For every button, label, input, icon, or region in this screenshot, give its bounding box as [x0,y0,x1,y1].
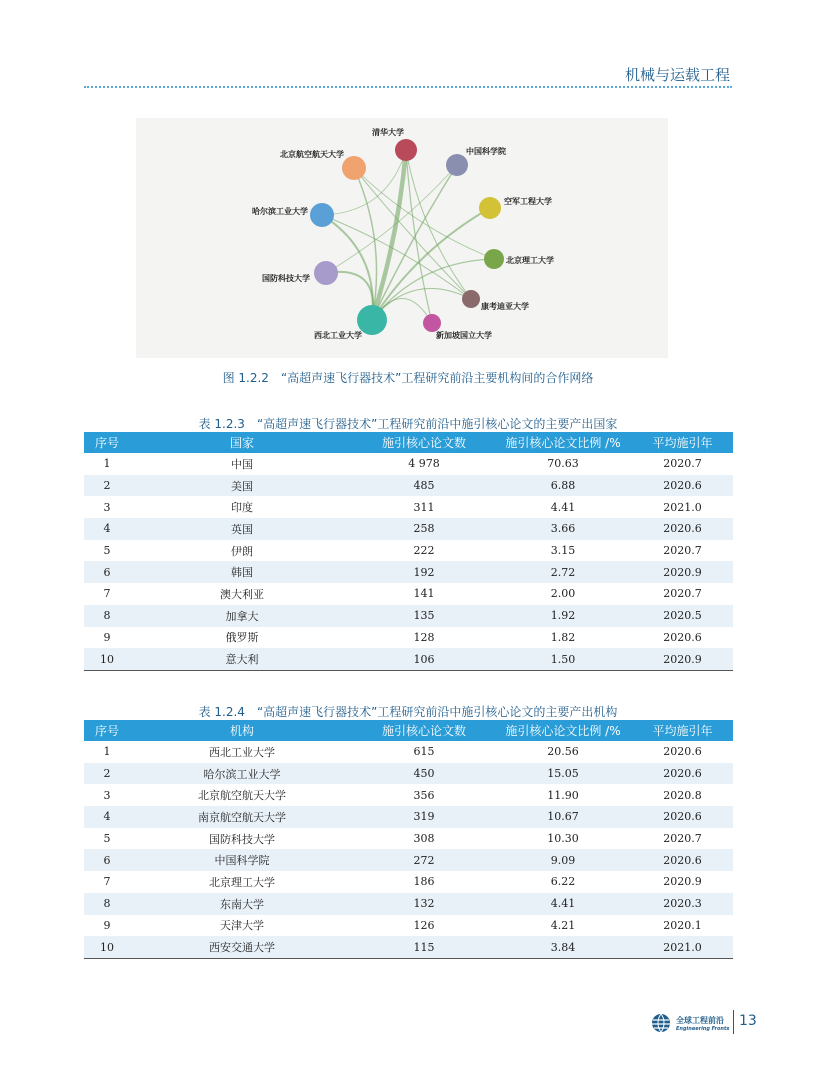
table-cell: 2 [84,475,130,497]
table-cell: 2020.8 [663,788,702,802]
network-node-label: 哈尔滨工业大学 [252,207,308,216]
network-node-qinghua [395,139,417,161]
table-cell: 308 [413,832,435,846]
table-cell: 2.72 [494,561,632,583]
table-cell: 北京航空航天大学 [198,789,286,803]
network-graph [136,118,668,358]
table-cell: 2020.6 [632,763,733,785]
table-cell: 128 [413,630,435,644]
table-cell: 哈尔滨工业大学 [130,763,354,785]
table-cell: 3 [103,500,111,514]
table-cell: 印度 [231,501,253,515]
header-cell: 施引核心论文数 [354,720,494,741]
table-cell: 10 [84,648,130,670]
table-cell: 6 [84,561,130,583]
footer-brand [676,1016,729,1034]
table-cell: 南京航空航天大学 [130,806,354,828]
table-cell: 272 [354,849,494,871]
table-cell: 485 [354,475,494,497]
table-cell: 4 [84,518,130,540]
network-node-nus [423,314,441,332]
countries-table [84,432,733,671]
table-cell: 1.82 [550,630,576,644]
table-cell: 135 [354,605,494,627]
header-cell: 平均施引年 [632,432,733,453]
network-node-harbin [310,203,334,227]
table-cell: 2020.1 [663,918,702,932]
table-cell: 2021.0 [632,936,733,958]
brand-subtitle: Engineering Fronts [676,1026,730,1032]
table-cell: 70.63 [547,457,579,471]
table-cell: 3.15 [550,544,576,558]
table-cell: 4.41 [494,893,632,915]
network-node-cornell [462,290,480,308]
table-cell: 106 [354,648,494,670]
table-row [84,849,733,871]
table-cell: 1.50 [494,648,632,670]
table-cell: 356 [413,788,435,802]
table-cell: 2020.6 [632,518,733,540]
table-cell: 北京理工大学 [209,875,275,889]
globe-logo-icon [650,1012,674,1034]
network-edge [372,259,494,320]
table-cell: 东南大学 [130,893,354,915]
table-cell: 2020.9 [632,561,733,583]
table-row [84,627,733,649]
table-cell: 4.21 [550,918,576,932]
table-cell: 2020.6 [632,475,733,497]
table-row [84,806,733,828]
table-cell: 9.09 [494,849,632,871]
network-node-afeu [479,197,501,219]
table-row [84,496,733,518]
network-node-label: 西北工业大学 [314,331,362,340]
table-cell: 2021.0 [663,500,702,514]
table-cell: 2020.6 [663,745,702,759]
table-cell: 6.22 [550,875,576,889]
table-row [84,741,733,763]
table-cell: 7 [103,587,111,601]
table-cell: 10 [84,936,130,958]
table-cell: 加拿大 [130,605,354,627]
header-cell: 施引核心论文比例 /% [494,432,632,453]
table-cell: 澳大利亚 [220,587,264,601]
table2-caption: 表 1.2.4 “高超声速飞行器技术”工程研究前沿中施引核心论文的主要产出机构 [198,705,618,719]
table-cell: 7 [103,875,111,889]
footer-divider [733,1010,734,1034]
header-cell: 序号 [84,720,130,741]
table-row [84,475,733,497]
table-row [84,583,733,605]
table-row [84,453,733,475]
table-cell: 10.30 [547,832,579,846]
section-title: 机械与运载工程 [624,66,730,84]
table-cell: 2020.7 [663,587,702,601]
table-cell: 西北工业大学 [209,745,275,759]
table-cell: 6.88 [494,475,632,497]
table-cell: 3.84 [494,936,632,958]
table-cell: 5 [103,544,111,558]
table-row [84,763,733,785]
table-cell: 2.00 [550,587,576,601]
network-node-label: 清华大学 [372,128,404,137]
header-cell: 平均施引年 [632,720,733,741]
network-node-label: 国防科技大学 [262,274,310,283]
table-cell: 2020.6 [632,849,733,871]
table-cell: 319 [354,806,494,828]
table-cell: 天津大学 [220,919,264,933]
header-cell: 施引核心论文比例 /% [494,720,632,741]
table-row [84,605,733,627]
table-cell: 2020.7 [663,832,702,846]
table-cell: 2020.9 [632,648,733,670]
network-edge [322,150,406,215]
table-cell: 国防科技大学 [209,832,275,846]
table-cell: 韩国 [130,561,354,583]
table-cell: 2020.5 [632,605,733,627]
table-cell: 伊朗 [231,544,253,558]
table-cell: 11.90 [547,788,579,802]
network-node-nudt [314,261,338,285]
table-cell: 9 [103,630,111,644]
network-edge [354,168,471,299]
header-divider [84,86,732,88]
table-cell: 1 [103,745,111,759]
table-cell: 126 [413,918,435,932]
table-cell: 2 [84,763,130,785]
network-node-beihang [342,156,366,180]
table-cell: 450 [354,763,494,785]
table-cell: 1 [103,457,111,471]
table-cell: 20.56 [547,745,579,759]
table-cell: 141 [413,587,435,601]
table-cell: 8 [84,605,130,627]
network-node-label: 康考迪亚大学 [481,302,529,311]
network-node-label: 空军工程大学 [504,197,552,206]
header-cell: 机构 [130,720,354,741]
table-row [84,540,733,562]
network-node-label: 北京理工大学 [506,256,554,265]
table-cell: 中国科学院 [130,849,354,871]
table-row [84,518,733,540]
table-row [84,648,733,670]
table-cell: 英国 [130,518,354,540]
table-cell: 2020.6 [632,806,733,828]
header-cell: 施引核心论文数 [354,432,494,453]
table-row [84,561,733,583]
table-header-row [84,720,733,741]
table-cell: 258 [354,518,494,540]
table-cell: 俄罗斯 [225,631,259,645]
page-number: 13 [739,1013,757,1029]
header-cell: 国家 [130,432,354,453]
table-cell: 3.66 [494,518,632,540]
table-cell: 2020.7 [663,457,702,471]
table-cell: 2020.7 [663,544,702,558]
table-cell: 15.05 [494,763,632,785]
table-cell: 132 [354,893,494,915]
network-node-label: 北京航空航天大学 [280,150,344,159]
network-node-label: 新加坡国立大学 [436,331,492,340]
table-cell: 9 [103,918,111,932]
table-cell: 10.67 [494,806,632,828]
table-cell: 8 [84,893,130,915]
table1-caption: 表 1.2.3 “高超声速飞行器技术”工程研究前沿中施引核心论文的主要产出国家 [198,417,618,431]
table-cell: 意大利 [130,648,354,670]
table-cell: 186 [413,875,435,889]
table-row [84,871,733,893]
network-edge [406,150,432,323]
table-row [84,893,733,915]
table-cell: 2020.9 [663,875,702,889]
table-cell: 3 [103,788,111,802]
table-header-row [84,432,733,453]
table-cell: 192 [354,561,494,583]
table-row [84,936,733,958]
header-cell: 序号 [84,432,130,453]
institutions-table [84,720,733,959]
table-cell: 4.41 [550,500,576,514]
collaboration-network-figure [136,118,668,358]
network-node-bit [484,249,504,269]
network-node-cas [446,154,468,176]
table-cell: 615 [413,745,435,759]
network-node-label: 中国科学院 [466,147,506,156]
brand-name: 全球工程前沿 [676,1016,724,1025]
table-cell: 4 978 [408,457,440,471]
table-cell: 4 [84,806,130,828]
table-row [84,784,733,806]
table-cell: 2020.6 [663,630,702,644]
table-cell: 西安交通大学 [130,936,354,958]
table-row [84,915,733,937]
table-cell: 311 [413,500,435,514]
table-cell: 1.92 [494,605,632,627]
table-cell: 115 [354,936,494,958]
figure-caption: 图 1.2.2 “高超声速飞行器技术”工程研究前沿主要机构间的合作网络 [222,371,594,385]
table-row [84,828,733,850]
table-cell: 美国 [130,475,354,497]
table-cell: 中国 [231,457,253,471]
table-cell: 222 [413,544,435,558]
table-cell: 6 [84,849,130,871]
table-cell: 5 [103,832,111,846]
table-cell: 2020.3 [632,893,733,915]
